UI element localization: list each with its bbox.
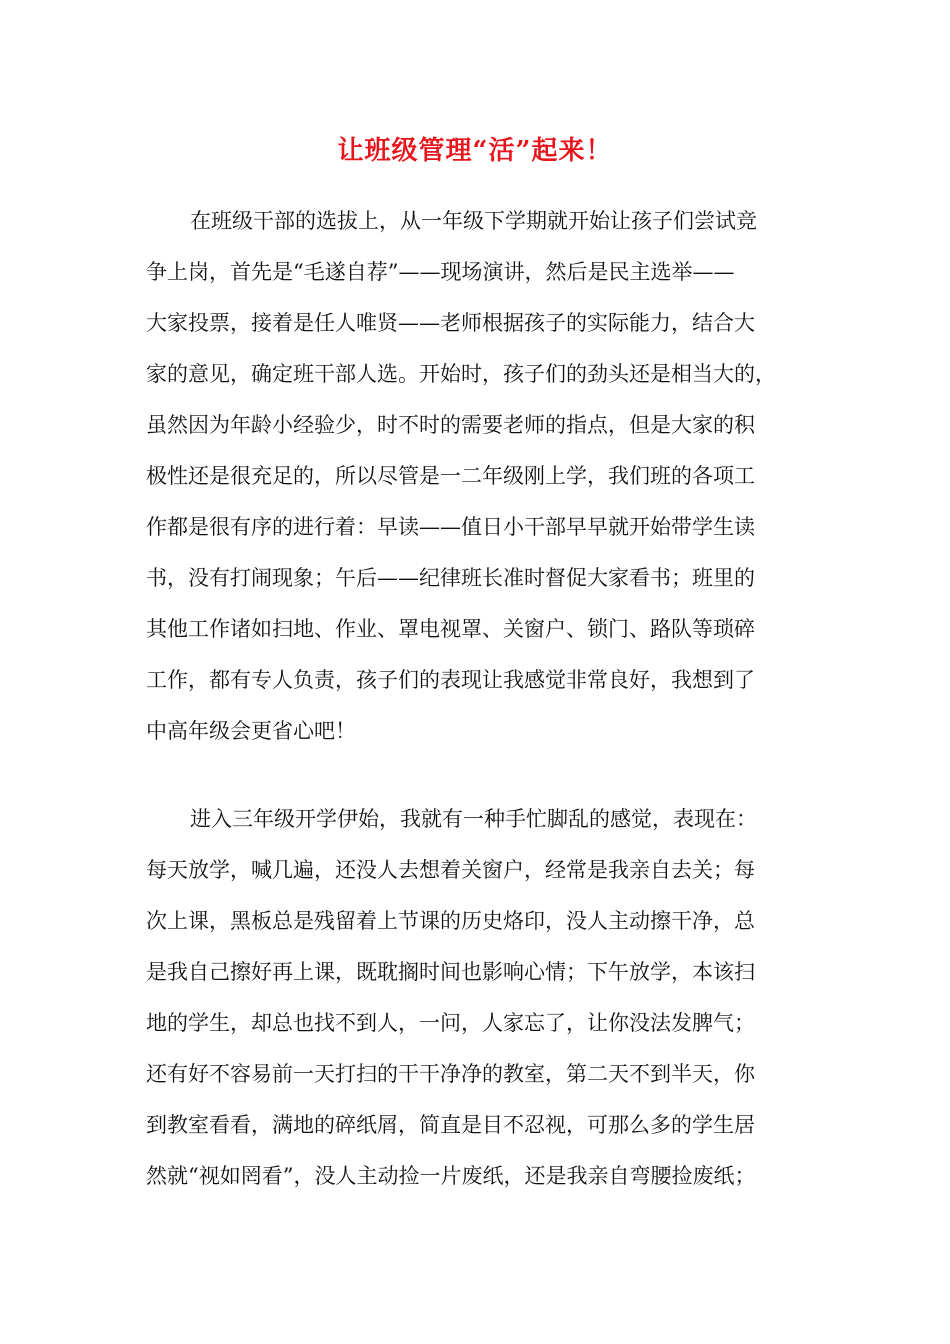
paragraph-line: 进入三年级开学伊始，我就有一种手忙脚乱的感觉，表现在： (190, 807, 757, 831)
paragraph-line: 还有好不容易前一天打扫的干干净净的教室，第二天不到半天，你 (146, 1062, 755, 1086)
paragraph-1 (146, 196, 806, 757)
paragraph-line: 地的学生，却总也找不到人，一问，人家忘了，让你没法发脾气； (146, 1011, 755, 1035)
paragraph-line: 家的意见，确定班干部人选。开始时，孩子们的劲头还是相当大的， (146, 362, 776, 386)
paragraph-line: 其他工作诸如扫地、作业、罩电视罩、关窗户、锁门、路队等琐碎 (146, 617, 755, 641)
document-title: 让班级管理“活”起来！ (337, 136, 613, 166)
paragraph-line: 到教室看看，满地的碎纸屑，简直是目不忍视，可那么多的学生居 (146, 1113, 755, 1137)
paragraph-line: 然就“视如罔看”，没人主动捡一片废纸，还是我亲自弯腰捡废纸； (146, 1164, 756, 1188)
paragraph-line: 工作，都有专人负责，孩子们的表现让我感觉非常良好，我想到了 (146, 668, 755, 692)
paragraph-line: 作都是很有序的进行着：早读——值日小干部早早就开始带学生读 (146, 515, 755, 539)
paragraph-line: 在班级干部的选拔上，从一年级下学期就开始让孩子们尝试竞 (190, 209, 757, 233)
paragraph-line: 每天放学，喊几遍，还没人去想着关窗户，经常是我亲自去关；每 (146, 858, 755, 882)
paragraph-line: 极性还是很充足的，所以尽管是一二年级刚上学，我们班的各项工 (146, 464, 755, 488)
paragraph-line: 虽然因为年龄小经验少，时不时的需要老师的指点，但是大家的积 (146, 413, 755, 437)
paragraph-line: 书，没有打闹现象；午后——纪律班长准时督促大家看书；班里的 (146, 566, 755, 590)
paragraph-2 (146, 794, 806, 1202)
paragraph-line: 次上课，黑板总是残留着上节课的历史烙印，没人主动擦干净，总 (146, 909, 755, 933)
paragraph-line: 争上岗，首先是“毛遂自荐”——现场演讲，然后是民主选举—— (146, 260, 735, 284)
paragraph-line: 中高年级会更省心吧！ (146, 719, 356, 743)
paragraph-line: 是我自己擦好再上课，既耽搁时间也影响心情；下午放学，本该扫 (146, 960, 755, 984)
paragraph-line: 大家投票，接着是任人唯贤——老师根据孩子的实际能力，结合大 (146, 311, 755, 335)
